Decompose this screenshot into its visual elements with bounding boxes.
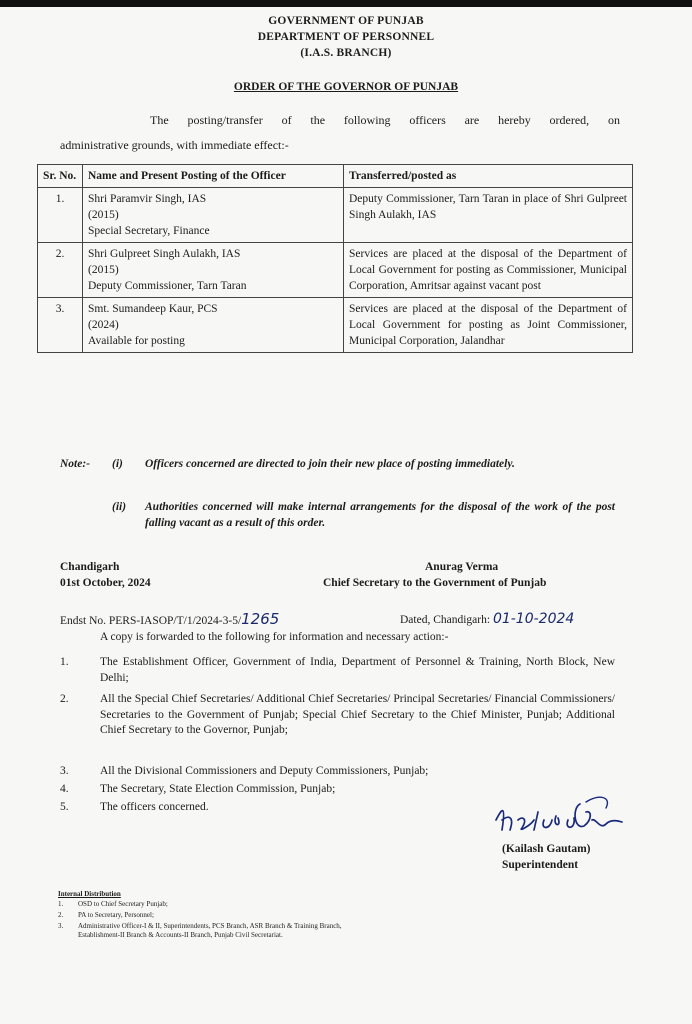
signatory-designation: Chief Secretary to the Government of Punjab [323, 577, 547, 589]
row-transfer: Services are placed at the disposal of the Department of Local Government for posting as Commissioner, Municipal Corporation, Amritsar against vacant post [344, 243, 633, 298]
table-header-row [38, 165, 633, 188]
recipient-text: The Secretary, State Election Commission, Punjab; [100, 783, 336, 795]
recipient-text: All the Special Chief Secretaries/ Additional Chief Secretaries/ Principal Secretaries/ Financial Commissioners/ Secretaries to the Government of Punjab; Special Chief Secretary to the Chief Minister, Punjab; Additional Chief Secretary to the Governor, Punjab; [100, 693, 615, 736]
distribution-text: PA to Secretary, Personnel; [78, 911, 154, 919]
row-transfer: Deputy Commissioner, Tarn Taran in place of Shri Gulpreet Singh Aulakh, IAS [344, 188, 633, 243]
header-department: DEPARTMENT OF PERSONNEL [257, 31, 435, 43]
place: Chandigarh [60, 561, 120, 573]
note-label: Note:- [60, 458, 91, 470]
note-2-text: Authorities concerned will make internal arrangements for the disposal of the work of the post falling vacant as a result of this order. [145, 501, 615, 529]
distribution-num: 1. [58, 900, 64, 908]
table-row [38, 188, 633, 243]
endst-number [60, 612, 279, 630]
row-sr: 1. [38, 188, 83, 243]
officer-batch: (2024) [88, 319, 119, 331]
officer-batch: (2015) [88, 264, 119, 276]
recipient-num: 5. [60, 801, 69, 813]
internal-distribution-title: Internal Distribution [58, 890, 121, 898]
row-officer [83, 243, 344, 298]
intro-line-1: The posting/transfer of the following officers are hereby ordered, on [150, 113, 620, 127]
officer-posting: Deputy Commissioner, Tarn Taran [88, 280, 247, 292]
recipient-text: All the Divisional Commissioners and Deputy Commissioners, Punjab; [100, 765, 429, 777]
recipient-num: 3. [60, 765, 69, 777]
distribution-text: Administrative Officer-I & II, Superintendents, PCS Branch, ASR Branch & Training Branch, Establishment-II Branch & Accounts-II Branch, Punjab Civil Secretariat. [78, 922, 342, 939]
recipient-text: The Establishment Officer, Government of India, Department of Personnel & Training, North Block, New Delhi; [100, 656, 615, 684]
row-officer [83, 298, 344, 353]
header-government: GOVERNMENT OF PUNJAB [268, 15, 424, 27]
officer-posting: Special Secretary, Finance [88, 225, 210, 237]
officer-name: Shri Paramvir Singh, IAS [88, 193, 207, 205]
row-sr: 2. [38, 243, 83, 298]
table-row [38, 243, 633, 298]
distribution-num: 2. [58, 911, 64, 919]
header-sr-no: Sr. No. [38, 165, 83, 188]
header-transferred: Transferred/posted as [344, 165, 633, 188]
dated-handwritten: 01-10-2024 [492, 611, 575, 627]
endst-date [400, 612, 574, 629]
signatory-name: Anurag Verma [425, 561, 499, 573]
row-officer [83, 188, 344, 243]
order-date: 01st October, 2024 [60, 577, 151, 589]
recipient-num: 4. [60, 783, 69, 795]
top-bar [0, 0, 692, 7]
signature-name: (Kailash Gautam) [502, 843, 591, 855]
note-1-text: Officers concerned are directed to join their new place of posting immediately. [145, 458, 515, 470]
endst-handwritten-number: 1265 [241, 610, 280, 628]
officer-name: Smt. Sumandeep Kaur, PCS [88, 303, 218, 315]
dated-label: Dated, Chandigarh: [400, 614, 491, 626]
header-name-posting: Name and Present Posting of the Officer [83, 165, 344, 188]
copy-forward-line: A copy is forwarded to the following for information and necessary action:- [100, 631, 449, 643]
recipient-num: 2. [60, 693, 69, 705]
endst-label: Endst No. PERS-IASOP/T/1/2024-3-5/ [60, 615, 242, 627]
officer-batch: (2015) [88, 209, 119, 221]
header-branch: (I.A.S. BRANCH) [300, 47, 392, 59]
note-1-num: (i) [112, 458, 123, 470]
recipient-text: The officers concerned. [100, 801, 209, 813]
transfer-table [37, 164, 633, 353]
row-transfer: Services are placed at the disposal of the Department of Local Government for posting as Joint Commissioner, Municipal Corporation, Jalandhar [344, 298, 633, 353]
officer-name: Shri Gulpreet Singh Aulakh, IAS [88, 248, 241, 260]
signature-designation: Superintendent [502, 859, 579, 871]
row-sr: 3. [38, 298, 83, 353]
distribution-text: OSD to Chief Secretary Punjab; [78, 900, 168, 908]
recipient-num: 1. [60, 656, 69, 668]
distribution-num: 3. [58, 922, 64, 930]
order-title: ORDER OF THE GOVERNOR OF PUNJAB [233, 81, 459, 93]
table-row [38, 298, 633, 353]
intro-line-2: administrative grounds, with immediate effect:- [60, 138, 289, 152]
note-2-num: (ii) [112, 501, 127, 513]
handwritten-signature [488, 790, 628, 845]
officer-posting: Available for posting [88, 335, 185, 347]
